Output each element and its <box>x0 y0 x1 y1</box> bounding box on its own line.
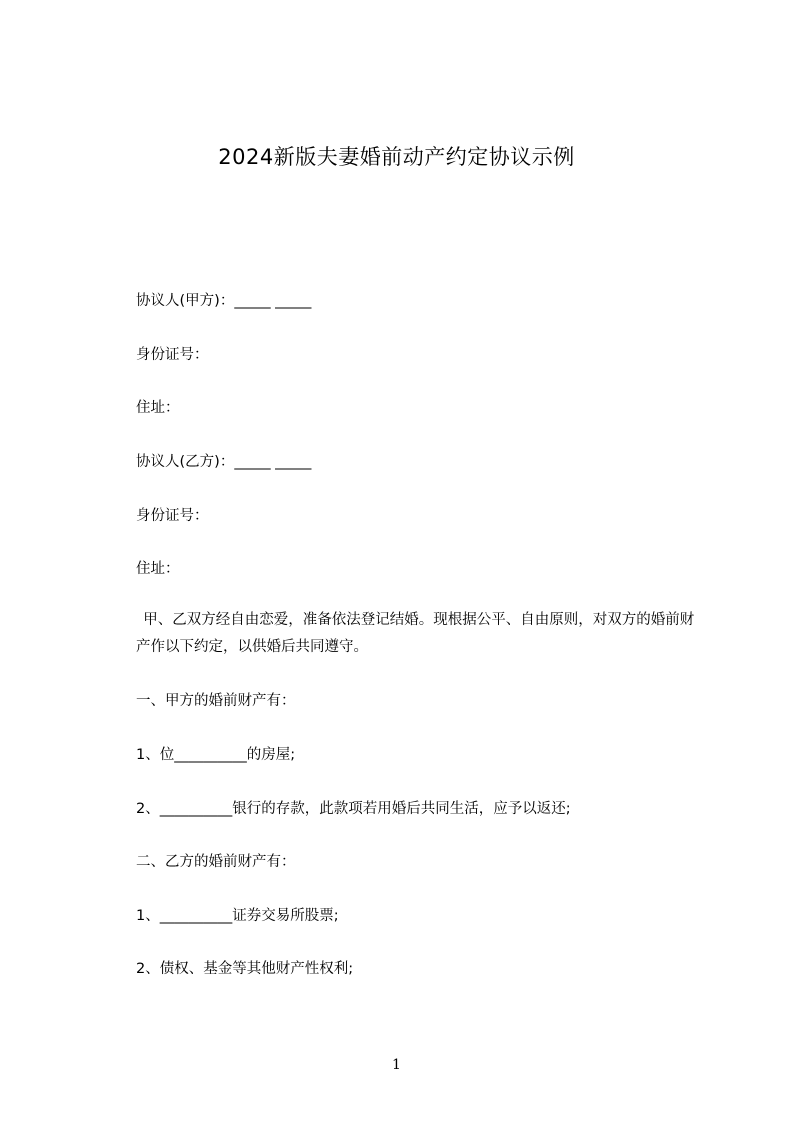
document-title: 2024新版夫妻婚前动产约定协议示例 <box>218 145 575 169</box>
page-number: 1 <box>392 1057 401 1073</box>
party-a-property-item-2: 2、__________银行的存款，此款项若用婚后共同生活，应予以返还; <box>136 801 571 817</box>
agreement-intro-paragraph: 甲、乙双方经自由恋爱，准备依法登记结婚。现根据公平、自由原则，对双方的婚前财产作以下约定，以供婚后共同遵守。 <box>136 612 695 655</box>
party-b-property-item-1: 1、__________证券交易所股票; <box>136 908 339 924</box>
party-a-property-item-1: 1、位__________的房屋; <box>136 747 296 763</box>
party-b-property-item-2: 2、债权、基金等其他财产性权利; <box>136 961 354 977</box>
party-b-line: 协议人(乙方)：_____ _____ <box>136 454 312 470</box>
party-a-address-line: 住址： <box>136 400 180 416</box>
party-b-id-line: 身份证号： <box>136 508 209 524</box>
party-a-id-line: 身份证号： <box>136 347 209 363</box>
section-one-heading: 一、甲方的婚前财产有： <box>136 693 296 709</box>
party-a-line: 协议人(甲方)：_____ _____ <box>136 293 312 309</box>
section-two-heading: 二、乙方的婚前财产有： <box>136 854 296 870</box>
party-b-address-line: 住址： <box>136 561 180 577</box>
